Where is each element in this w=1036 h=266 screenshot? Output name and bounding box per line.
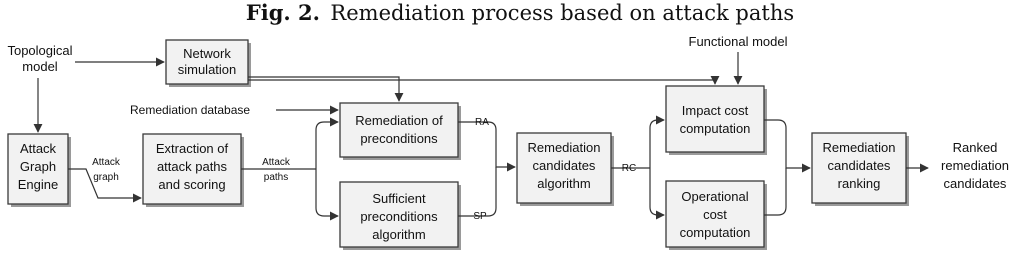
svg-text:candidates: candidates [943, 176, 1007, 191]
svg-text:attack paths: attack paths [156, 159, 228, 174]
edge-label-rc: RC [621, 163, 637, 174]
svg-text:computation: computation [679, 225, 751, 240]
svg-text:Remediation of: Remediation of [355, 113, 443, 128]
svg-text:Remediation: Remediation [822, 140, 896, 155]
remediation-candidates-algorithm-box [517, 133, 614, 206]
edge-impact-to-ranking [764, 120, 810, 168]
svg-text:simulation: simulation [177, 62, 237, 77]
svg-text:algorithm: algorithm [537, 176, 591, 191]
edge-to-remediation-preconditions [316, 122, 338, 169]
svg-text:remediation: remediation [941, 158, 1009, 173]
remediation-database-label: Remediation database [130, 103, 251, 117]
svg-text:paths: paths [263, 172, 289, 183]
impact-cost-box [666, 86, 767, 155]
svg-text:preconditions: preconditions [360, 209, 438, 224]
edge-ra [458, 122, 515, 167]
svg-text:preconditions: preconditions [360, 131, 438, 146]
svg-text:Attack: Attack [19, 141, 57, 156]
svg-text:Remediation: Remediation [527, 140, 601, 155]
svg-text:Engine: Engine [17, 177, 59, 192]
edge-operational-to-ranking [764, 168, 786, 215]
svg-text:ranking: ranking [837, 176, 881, 191]
edge-sp [458, 167, 496, 216]
figure-label: Fig. 2. [245, 0, 320, 25]
topological-model-label [7, 43, 72, 74]
svg-text:Ranked: Ranked [952, 140, 998, 155]
svg-text:cost: cost [703, 207, 727, 222]
operational-cost-box [666, 181, 767, 250]
svg-text:algorithm: algorithm [372, 227, 426, 242]
figure-caption [246, 0, 794, 25]
svg-text:Network: Network [183, 46, 231, 61]
svg-text:Impact cost: Impact cost [681, 103, 749, 118]
svg-text:model: model [22, 59, 58, 74]
sufficient-preconditions-box [340, 182, 461, 250]
remediation-preconditions-box [340, 103, 461, 160]
svg-text:and scoring: and scoring [158, 177, 226, 192]
edge-rc-to-impact [650, 120, 664, 168]
ranking-box [812, 133, 909, 206]
svg-text:Operational: Operational [681, 189, 749, 204]
svg-text:graph: graph [93, 172, 119, 183]
edge-rc-to-operational [650, 168, 664, 215]
edge-network-sim-to-impact [248, 80, 715, 84]
attack-graph-engine-box [8, 134, 71, 207]
edge-label-attack-paths: Attack [262, 157, 290, 168]
svg-text:candidates: candidates [532, 158, 596, 173]
network-simulation-box [166, 40, 251, 87]
ranked-candidates-output [941, 140, 1009, 191]
svg-text:computation: computation [679, 121, 751, 136]
figure-caption-text: Remediation process based on attack paths [330, 1, 795, 25]
svg-text:Topological: Topological [7, 43, 73, 58]
svg-text:Sufficient: Sufficient [372, 191, 426, 206]
edge-to-sufficient-preconditions [316, 169, 338, 216]
edge-label-attack-graph: Attack [92, 157, 120, 168]
edge-label-ra: RA [475, 117, 489, 128]
svg-text:Graph: Graph [19, 159, 57, 174]
functional-model-label: Functional model [688, 34, 788, 49]
extraction-box [143, 134, 244, 207]
svg-text:candidates: candidates [827, 158, 891, 173]
edge-label-sp: SP [473, 211, 487, 222]
svg-text:Extraction of: Extraction of [155, 141, 229, 156]
